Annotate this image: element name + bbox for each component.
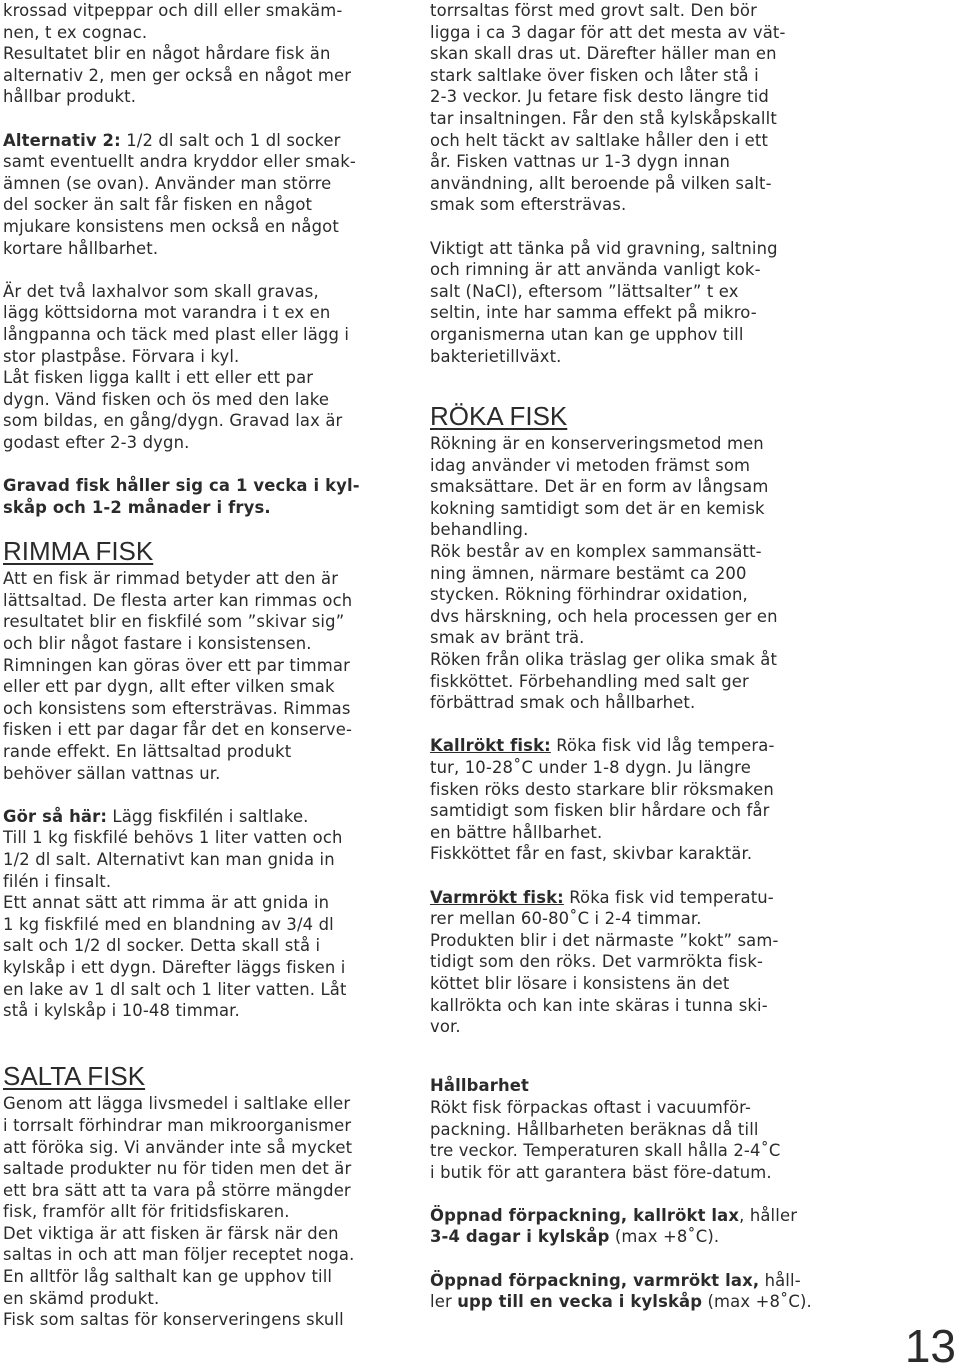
text-line: rer mellan 60-80˚C i 2-4 timmar. bbox=[430, 909, 702, 929]
text-line: Röken från olika träslag ger olika smak åt bbox=[430, 650, 778, 670]
text-line: tre veckor. Temperaturen skall hålla 2-4˚C bbox=[430, 1141, 781, 1161]
text-span: (max +8˚C). bbox=[609, 1227, 720, 1247]
text-line bbox=[3, 497, 403, 519]
text-line: krossad vitpeppar och dill eller smakäm- bbox=[3, 1, 343, 20]
text-line: år. Fisken vattnas ur 1-3 dygn innan bbox=[430, 152, 730, 172]
text-line: som bildas, en gång/dygn. Gravad lax är bbox=[3, 411, 343, 431]
paragraph-rimma bbox=[3, 568, 403, 784]
paragraph-laxhalvor bbox=[3, 281, 403, 454]
text-line: en lake av 1 dl salt och 1 liter vatten. Låt bbox=[3, 979, 347, 999]
text-line: stark saltlake över fisken och låter stå i bbox=[430, 65, 759, 85]
text-line: samt eventuellt andra kryddor eller smak- bbox=[3, 152, 356, 172]
text-line: seltin, inte har samma effekt på mikro- bbox=[430, 303, 757, 323]
text-line: saltade produkter nu för tiden men det är bbox=[3, 1159, 352, 1179]
paragraph-viktigt bbox=[430, 238, 830, 368]
text-line: lägg köttsidorna mot varandra i t ex en bbox=[3, 303, 331, 323]
bold-text: upp till en vecka i kylskåp bbox=[457, 1292, 703, 1312]
paragraph-gravad-hallbarhet bbox=[3, 475, 403, 518]
text-line: i butik för att garantera bäst före-datum. bbox=[430, 1162, 772, 1182]
text-line: ämnen (se ovan). Använder man större bbox=[3, 173, 332, 193]
paragraph-roka bbox=[430, 433, 830, 714]
text-line: och rimning är att använda vanligt kok- bbox=[430, 260, 761, 280]
text-line: och blir något fastare i konsistensen. bbox=[3, 634, 312, 654]
underlined-label: Varmrökt fisk: bbox=[430, 887, 564, 907]
text-line: Låt fisken ligga kallt i ett eller ett par bbox=[3, 368, 314, 388]
text-span: 1/2 dl salt och 1 dl socker bbox=[120, 130, 341, 150]
text-line bbox=[430, 1291, 830, 1313]
text-span: ler bbox=[430, 1292, 458, 1312]
paragraph-varmrokt bbox=[430, 887, 830, 1038]
text-line: En alltför låg salthalt kan ge upphov till bbox=[3, 1267, 333, 1287]
text-line: tar insaltningen. Får den stå kylskåpskallt bbox=[430, 108, 777, 128]
text-line: rande effekt. En lättsaltad produkt bbox=[3, 742, 292, 761]
text-line: kortare hållbarhet. bbox=[3, 238, 159, 258]
paragraph-hallbarhet bbox=[430, 1075, 830, 1183]
paragraph-torrsaltas bbox=[430, 0, 830, 216]
text-line: fisk, framför allt för fritidsfiskaren. bbox=[3, 1202, 290, 1222]
text-line: filén i finsalt. bbox=[3, 871, 112, 891]
text-line: Att en fisk är rimmad betyder att den är bbox=[3, 569, 339, 589]
text-line: Viktigt att tänka på vid gravning, saltning bbox=[430, 238, 778, 258]
text-line bbox=[430, 887, 830, 909]
text-line: Fisk som saltas för konserveringens skull bbox=[3, 1310, 344, 1330]
text-line: godast efter 2-3 dygn. bbox=[3, 432, 190, 452]
bold-text: skåp och 1-2 månader i frys. bbox=[3, 497, 271, 517]
text-line: organismerna utan kan ge upphov till bbox=[430, 324, 744, 344]
text-line bbox=[430, 1226, 830, 1248]
text-span: , håller bbox=[739, 1205, 798, 1225]
paragraph-oppnad-varmrokt bbox=[430, 1270, 830, 1313]
text-line: idag använder vi metoden främst som bbox=[430, 455, 751, 475]
text-line: 1/2 dl salt. Alternativt kan man gnida in bbox=[3, 849, 335, 869]
text-line: Fiskköttet får en fast, skivbar karaktär. bbox=[430, 844, 753, 864]
text-line: förbättrad smak och hållbarhet. bbox=[430, 693, 696, 713]
bold-text: Öppnad förpackning, varmrökt lax, bbox=[430, 1270, 760, 1290]
text-line: tidigt som den röks. Det varmrökta fisk- bbox=[430, 952, 764, 972]
text-line: skan skall dras ut. Därefter häller man en bbox=[430, 44, 777, 64]
text-line: ett bra sätt att ta vara på större mängder bbox=[3, 1180, 351, 1200]
text-line: dvs härskning, och hela processen ger en bbox=[430, 606, 778, 626]
text-line: Ett annat sätt att rimma är att gnida in bbox=[3, 893, 330, 913]
text-line: behandling. bbox=[430, 520, 529, 540]
page-number: 13 bbox=[904, 1320, 956, 1372]
text-line: packning. Hållbarheten beräknas då till bbox=[430, 1119, 759, 1139]
underlined-label: Kallrökt fisk: bbox=[430, 736, 551, 756]
text-line: resultatet blir en fiskfilé som ”skivar sig” bbox=[3, 612, 345, 632]
text-line bbox=[430, 1270, 830, 1292]
text-line: kylskåp i ett dygn. Därefter läggs fisken i bbox=[3, 957, 346, 977]
text-line: att föröka sig. Vi använder inte så mycket bbox=[3, 1137, 353, 1157]
text-line: fisken i ett par dagar får det en konserve- bbox=[3, 720, 353, 740]
text-line: fisken röks desto starkare blir röksmaken bbox=[430, 779, 774, 799]
text-line: vor. bbox=[430, 1017, 461, 1037]
text-line: bakterietillväxt. bbox=[430, 346, 562, 366]
text-line: Det viktiga är att fisken är färsk när den bbox=[3, 1223, 339, 1243]
text-line: i torrsalt förhindrar man mikroorganismer bbox=[3, 1115, 352, 1135]
text-line: torrsaltas först med grovt salt. Den bör bbox=[430, 1, 757, 20]
text-line: en skämd produkt. bbox=[3, 1288, 160, 1308]
text-line: saltas in och att man följer receptet noga. bbox=[3, 1245, 355, 1265]
paragraph-gor-sa-har bbox=[3, 806, 403, 1022]
text-line: Rimningen kan göras över ett par timmar bbox=[3, 655, 350, 675]
text-line: lättsaltad. De flesta arter kan rimmas och bbox=[3, 590, 353, 610]
text-line bbox=[3, 130, 403, 152]
text-line: salt (NaCl), eftersom ”lättsalter” t ex bbox=[430, 281, 739, 301]
text-line: smak av bränt trä. bbox=[430, 628, 585, 648]
paragraph-alternativ-2 bbox=[3, 130, 403, 260]
text-line: ligga i ca 3 dagar för att det mesta av vät- bbox=[430, 22, 786, 42]
text-line: 1 kg fiskfilé med en blandning av 3/4 dl bbox=[3, 914, 334, 934]
paragraph-oppnad-kallrokt bbox=[430, 1205, 830, 1248]
bold-text: Öppnad förpackning, kallrökt lax bbox=[430, 1205, 740, 1225]
text-line: Rökt fisk förpackas oftast i vacuumför- bbox=[430, 1097, 752, 1117]
text-line: hållbar produkt. bbox=[3, 87, 137, 107]
text-line: köttet blir lösare i konsistens än det bbox=[430, 973, 730, 993]
text-line: Till 1 kg fiskfilé behövs 1 liter vatten och bbox=[3, 828, 343, 848]
heading-roka-fisk: RÖKA FISK bbox=[430, 401, 568, 432]
text-line: stor plastpåse. Förvara i kyl. bbox=[3, 346, 240, 366]
paragraph-intro bbox=[3, 0, 403, 108]
text-line: alternativ 2, men ger också en något mer bbox=[3, 65, 352, 85]
text-line: 2-3 veckor. Ju fetare fisk desto längre tid bbox=[430, 87, 769, 107]
text-line: stå i kylskåp i 10-48 timmar. bbox=[3, 1001, 240, 1021]
text-line: eller ett par dygn, allt efter vilken smak bbox=[3, 677, 335, 697]
left-column bbox=[3, 0, 403, 1331]
bold-text: Gravad fisk håller sig ca 1 vecka i kyl- bbox=[3, 476, 360, 496]
text-line: Är det två laxhalvor som skall gravas, bbox=[3, 281, 319, 301]
text-span: Röka fisk vid temperatu- bbox=[563, 887, 774, 907]
text-line: kokning samtidigt som det är en kemisk bbox=[430, 498, 765, 518]
text-line bbox=[430, 1075, 830, 1097]
text-line bbox=[430, 1205, 830, 1227]
text-line: en bättre hållbarhet. bbox=[430, 822, 603, 842]
text-line bbox=[430, 735, 830, 757]
text-span: Lägg fiskfilén i saltlake. bbox=[107, 806, 309, 826]
text-line: långpanna och täck med plast eller lägg i bbox=[3, 324, 350, 344]
text-span: Röka fisk vid låg tempera- bbox=[550, 736, 775, 756]
text-line: behöver sällan vattnas ur. bbox=[3, 763, 221, 783]
text-line: ning ämnen, närmare bestämt ca 200 bbox=[430, 563, 747, 583]
text-line: salt och 1/2 dl socker. Detta skall stå i bbox=[3, 936, 321, 956]
text-span: håll- bbox=[759, 1270, 801, 1290]
text-line: Rök består av en komplex sammansätt- bbox=[430, 542, 762, 562]
text-line: nen, t ex cognac. bbox=[3, 22, 148, 42]
text-line: tur, 10-28˚C under 1-8 dygn. Ju längre bbox=[430, 758, 751, 777]
bold-text: 3-4 dagar i kylskåp bbox=[430, 1227, 610, 1247]
text-line: dygn. Vänd fisken och ös med den lake bbox=[3, 389, 330, 409]
text-line: Genom att lägga livsmedel i saltlake eller bbox=[3, 1094, 351, 1114]
text-line: och helt täckt av saltlake håller den i ett bbox=[430, 130, 769, 150]
bold-label: Alternativ 2: bbox=[3, 130, 121, 150]
text-line: mjukare konsistens men också en något bbox=[3, 216, 339, 236]
subheading-hallbarhet: Hållbarhet bbox=[430, 1076, 530, 1096]
text-line: Produkten blir i det närmaste ”kokt” sam- bbox=[430, 930, 779, 950]
paragraph-salta bbox=[3, 1093, 403, 1331]
text-line: Rökning är en konserveringsmetod men bbox=[430, 434, 764, 454]
heading-salta-fisk: SALTA FISK bbox=[3, 1061, 146, 1092]
text-line: smak som eftersträvas. bbox=[430, 195, 627, 215]
text-line: del socker än salt får fisken en något bbox=[3, 195, 313, 215]
text-line: användning, allt beroende på vilken salt- bbox=[430, 173, 772, 193]
paragraph-kallrokt bbox=[430, 735, 830, 865]
text-line: kallrökta och kan inte skäras i tunna ski- bbox=[430, 995, 768, 1015]
text-line: samtidigt som fisken blir hårdare och får bbox=[430, 801, 770, 821]
bold-label: Gör så här: bbox=[3, 806, 108, 826]
text-line bbox=[3, 475, 403, 497]
right-column bbox=[430, 0, 830, 1313]
text-line: och konsistens som eftersträvas. Rimmas bbox=[3, 698, 351, 718]
text-line: smaksättare. Det är en form av långsam bbox=[430, 477, 769, 497]
text-line: Resultatet blir en något hårdare fisk än bbox=[3, 44, 331, 64]
text-span: (max +8˚C). bbox=[702, 1292, 812, 1312]
text-line: fiskköttet. Förbehandling med salt ger bbox=[430, 671, 749, 691]
heading-rimma-fisk: RIMMA FISK bbox=[3, 536, 154, 567]
text-line bbox=[3, 806, 403, 828]
text-line: stycken. Rökning förhindrar oxidation, bbox=[430, 585, 748, 605]
